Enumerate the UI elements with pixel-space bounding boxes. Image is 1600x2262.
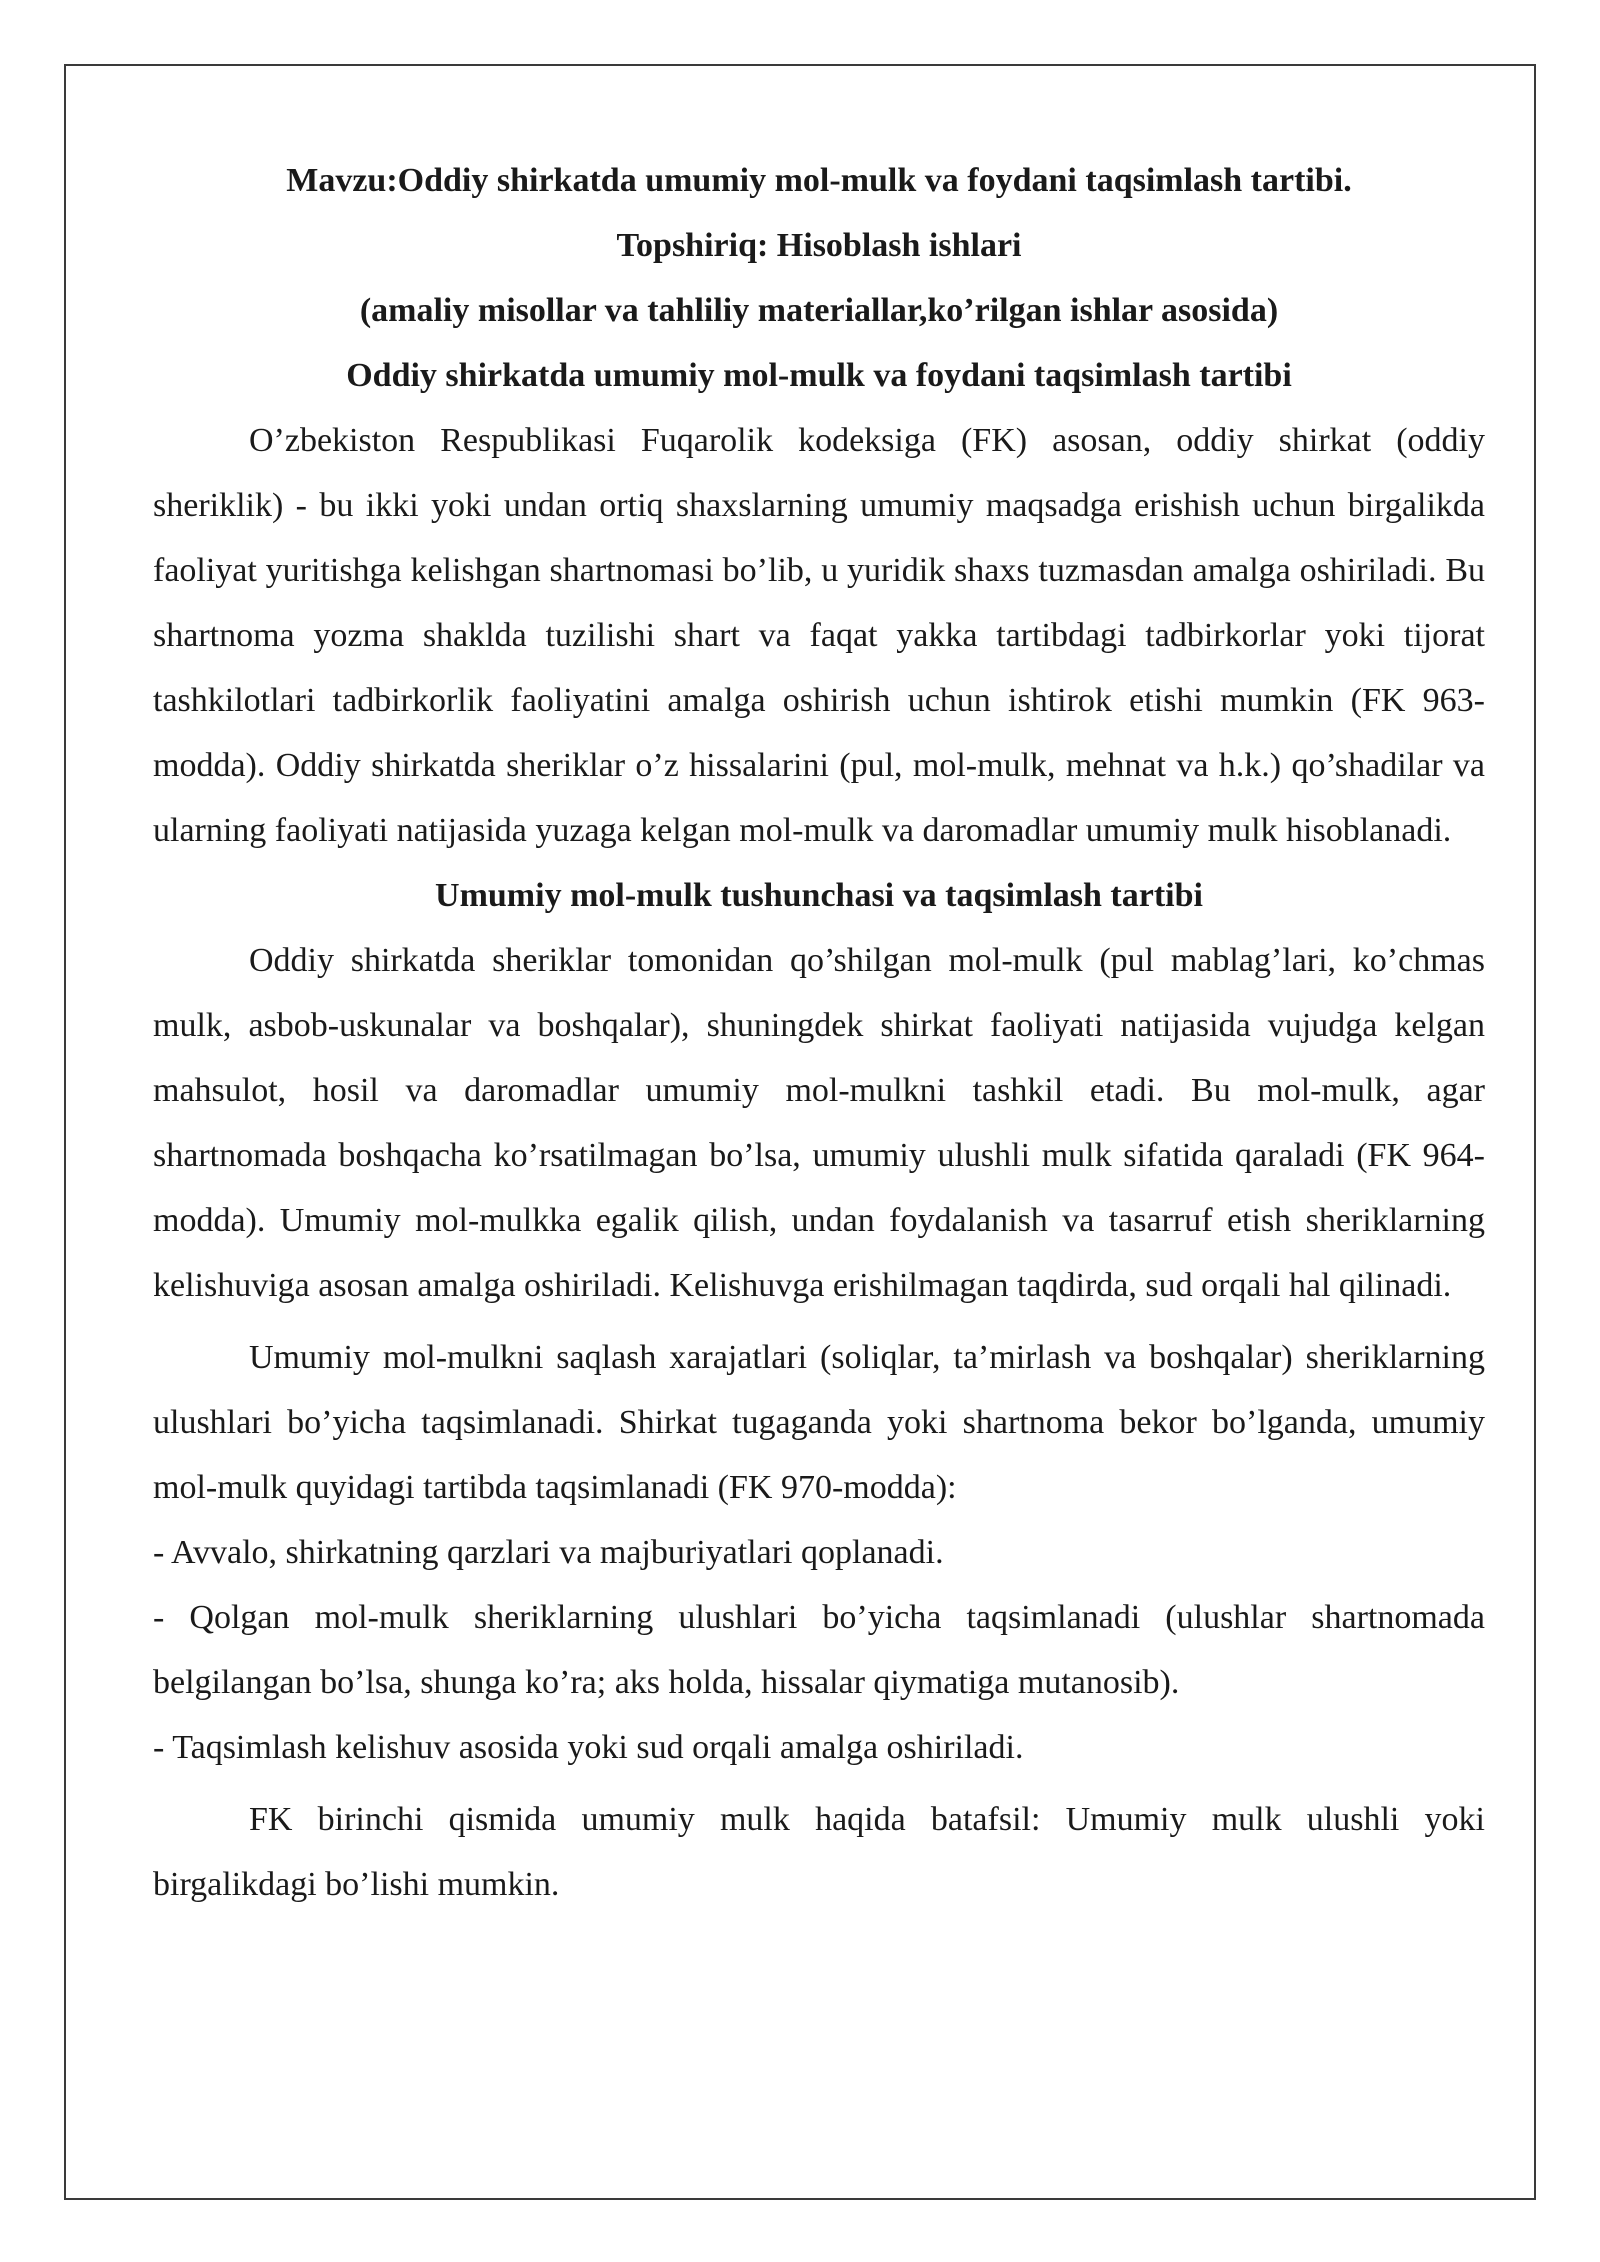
document-body [153, 148, 1485, 1917]
paragraph-expenses: Umumiy mol-mulkni saqlash xarajatlari (soliqlar, ta’mirlash va boshqalar) sheriklarning ulushlari bo’yicha taqsimlanadi. Shirkat tugaganda yoki shartnoma bekor bo’lganda, umumiy mol-mulk quyidagi tartibda taqsimlanadi (FK 970-modda): [153, 1339, 1485, 1506]
main-heading: Oddiy shirkatda umumiy mol-mulk va foydani taqsimlash tartibi [346, 357, 1292, 394]
paragraph-common-property: FK birinchi qismida umumiy mulk haqida batafsil: Umumiy mulk ulushli yoki birgalikdagi bo’lishi mumkin. [153, 1801, 1485, 1903]
list-item: - Taqsimlash kelishuv asosida yoki sud orqali amalga oshiriladi. [153, 1729, 1024, 1766]
paragraph-property: Oddiy shirkatda sheriklar tomonidan qo’shilgan mol-mulk (pul mablag’lari, ko’chmas mulk, asbob-uskunalar va boshqalar), shuningdek shirkat faoliyati natijasida vujudga kelgan mahsulot, hosil va daromadlar umumiy mol-mulkni tashkil etadi. Bu mol-mulk, agar shartnomada boshqacha ko’rsatilmagan bo’lsa, umumiy ulushli mulk sifatida qaraladi (FK 964-modda). Umumiy mol-mulkka egalik qilish, undan foydalanish va tasarruf etish sheriklarning kelishuviga asosan amalga oshiriladi. Kelishuvga erishilmagan taqdirda, sud orqali hal qilinadi. [153, 942, 1485, 1304]
section-heading: Umumiy mol-mulk tushunchasi va taqsimlash tartibi [435, 877, 1203, 914]
topic-title: Mavzu:Oddiy shirkatda umumiy mol-mulk va foydani taqsimlash tartibi. [286, 162, 1352, 199]
assignment-title: Topshiriq: Hisoblash ishlari [616, 227, 1022, 264]
list-item: - Qolgan mol-mulk sheriklarning ulushlari bo’yicha taqsimlanadi (ulushlar shartnomada belgilangan bo’lsa, shunga ko’ra; aks holda, hissalar qiymatiga mutanosib). [153, 1599, 1485, 1701]
assignment-subtitle: (amaliy misollar va tahliliy materiallar,ko’rilgan ishlar asosida) [359, 292, 1279, 329]
list-item: - Avvalo, shirkatning qarzlari va majburiyatlari qoplanadi. [153, 1534, 944, 1571]
intro-paragraph: O’zbekiston Respublikasi Fuqarolik kodeksiga (FK) asosan, oddiy shirkat (oddiy sheriklik) - bu ikki yoki undan ortiq shaxslarning umumiy maqsadga erishish uchun birgalikda faoliyat yuritishga kelishgan shartnomasi bo’lib, u yuridik shaxs tuzmasdan amalga oshiriladi. Bu shartnoma yozma shakldа tuzilishi shart va faqat yakka tartibdagi tadbirkorlar yoki tijorat tashkilotlari tadbirkorlik faoliyatini amalga oshirish uchun ishtirok etishi mumkin (FK 963-modda). Oddiy shirkatda sheriklar o’z hissalarini (pul, mol-mulk, mehnat va h.k.) qo’shadilar va ularning faoliyati natijasida yuzaga kelgan mol-mulk va daromadlar umumiy mulk hisoblanadi. [153, 422, 1485, 849]
